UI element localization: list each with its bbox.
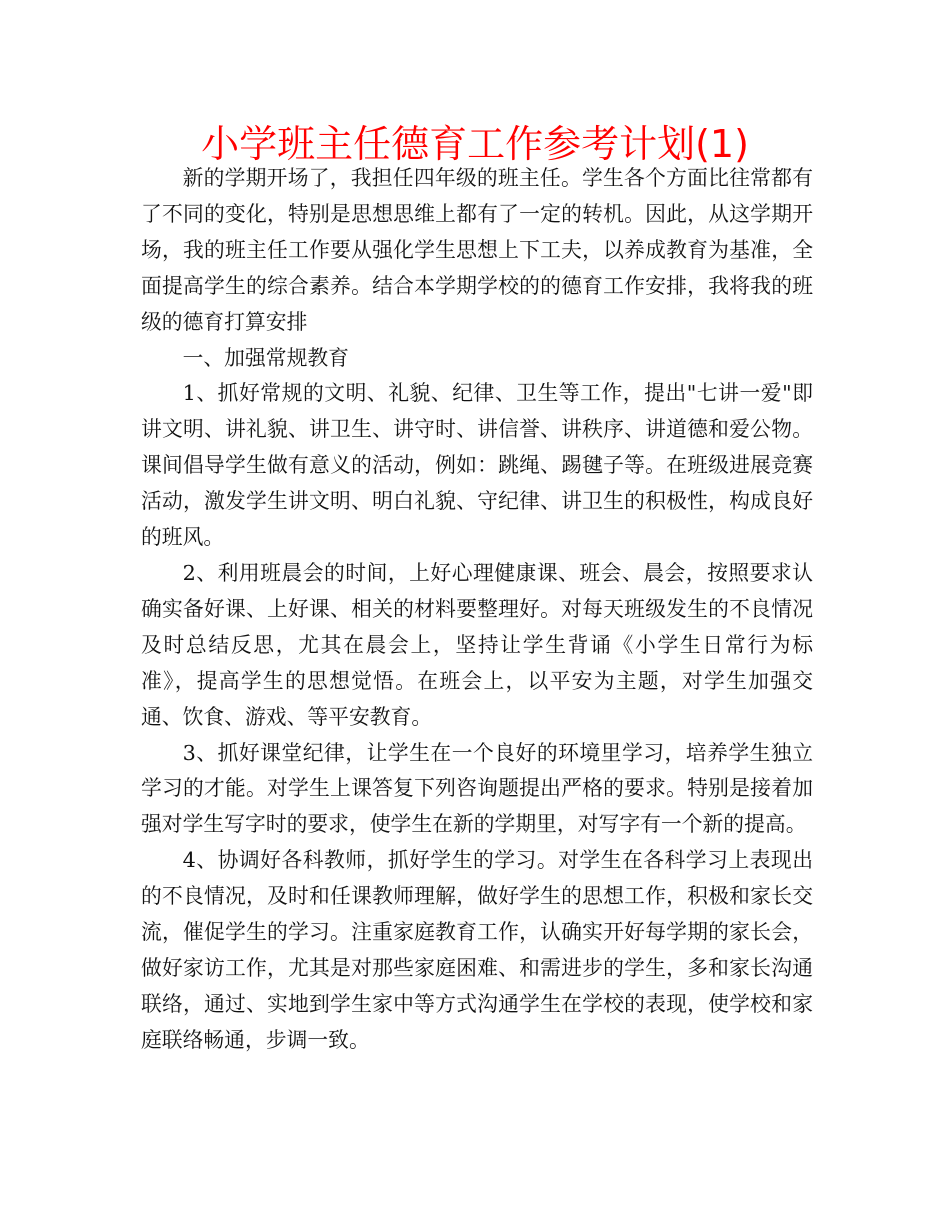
- section-heading-1: 一、加强常规教育: [182, 345, 349, 370]
- paragraph-item-1: 1、抓好常规的文明、礼貌、纪律、卫生等工作，提出"七讲一爱"即讲文明、讲礼貌、讲卫生、讲守时、讲信誉、讲秩序、讲道德和爱公物。课间倡导学生做有意义的活动，例如：跳绳、踢毽子等。在班级进展竞赛活动，激发学生讲文明、明白礼貌、守纪律、讲卫生的积极性，构成良好的班风。: [141, 381, 813, 550]
- document-title: 小学班主任德育工作参考计划(1): [201, 122, 749, 166]
- paragraph-intro: 新的学期开场了，我担任四年级的班主任。学生各个方面比往常都有了不同的变化，特别是思想思维上都有了一定的转机。因此，从这学期开场，我的班主任工作要从强化学生思想上下工夫，以养成教育为基准，全面提高学生的综合素养。结合本学期学校的的德育工作安排，我将我的班级的德育打算安排: [141, 166, 813, 334]
- paragraph-item-4: 4、协调好各科教师，抓好学生的学习。对学生在各科学习上表现出的不良情况，及时和任课教师理解，做好学生的思想工作，积极和家长交流，催促学生的学习。注重家庭教育工作，认确实开好每学期的家长会，做好家访工作，尤其是对那些家庭困难、和需进步的学生，多和家长沟通联络，通过、实地到学生家中等方式沟通学生在学校的表现，使学校和家庭联络畅通，步调一致。: [141, 848, 813, 1052]
- paragraph-item-2: 2、利用班晨会的时间，上好心理健康课、班会、晨会，按照要求认确实备好课、上好课、相关的材料要整理好。对每天班级发生的不良情况及时总结反思，尤其在晨会上，坚持让学生背诵《小学生日常行为标准》，提高学生的思想觉悟。在班会上，以平安为主题，对学生加强交通、饮食、游戏、等平安教育。: [141, 560, 813, 729]
- paragraph-item-3: 3、抓好课堂纪律，让学生在一个良好的环境里学习，培养学生独立学习的才能。对学生上课答复下列咨询题提出严格的要求。特别是接着加强对学生写字时的要求，使学生在新的学期里，对写字有一个新的提高。: [141, 740, 813, 837]
- document-body: [141, 161, 813, 1059]
